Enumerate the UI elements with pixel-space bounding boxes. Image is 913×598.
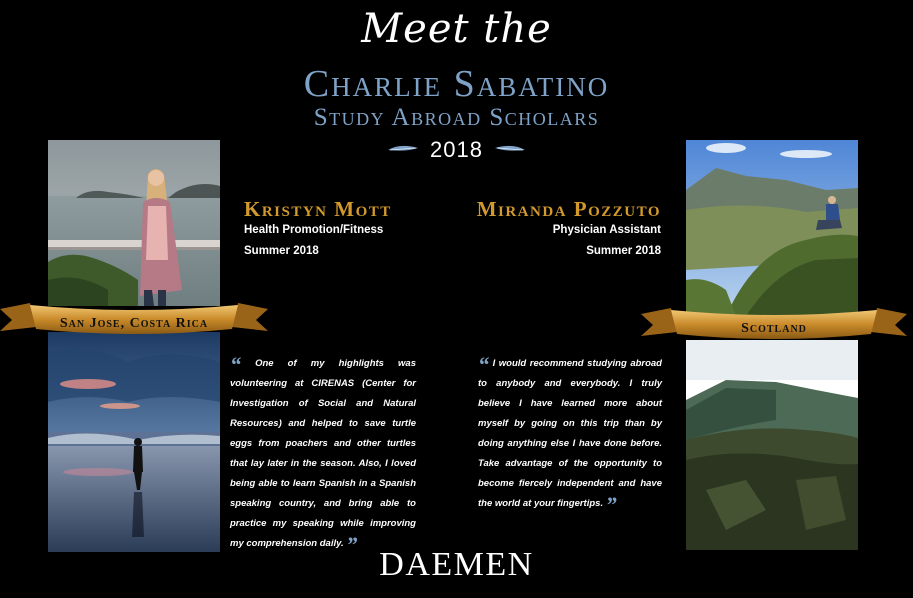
- script-heading: Meet the: [361, 6, 552, 52]
- close-quote-mark: ”: [605, 492, 617, 517]
- scotland-cliffs-photo: [686, 340, 858, 550]
- beach-photo: [48, 332, 220, 552]
- quote-right: [478, 352, 662, 517]
- costa-rica-photo: [48, 140, 220, 306]
- year-label: 2018: [430, 137, 483, 162]
- page-title: Charlie Sabatino: [303, 63, 610, 105]
- quote-text-right: I would recommend studying abroad to anybody and everybody. I truly believe I have learned more about myself by going on this trip than by doing anything else I have done before. Take advantage of the opportunity to become fiercely independent and have the world at your fingertips.: [478, 358, 662, 509]
- scholar-name-right: Miranda Pozzuto: [476, 197, 661, 221]
- scotland-hill-photo: [686, 140, 858, 316]
- location-banner-left: [0, 301, 268, 339]
- daemen-logo: DAEMEN: [379, 546, 534, 583]
- scholar-program-right: Physician Assistant: [552, 224, 661, 236]
- location-banner-right: [641, 306, 907, 344]
- location-label-left: San Jose, Costa Rica: [59, 316, 209, 331]
- quote-left: [230, 352, 417, 557]
- open-quote-mark: “: [230, 352, 241, 377]
- feather-right-icon: [493, 143, 527, 157]
- scholar-program-left: Health Promotion/Fitness: [244, 224, 384, 236]
- open-quote-mark: “: [478, 352, 489, 377]
- location-label-right: Scotland: [741, 321, 807, 336]
- scholar-term-right: Summer 2018: [586, 245, 661, 257]
- close-quote-mark: ”: [346, 532, 358, 557]
- quote-text-left: One of my highlights was volunteering at CIRENAS (Center for Investigation of Social and Natural Resources) and helped to save turtle eggs from poachers and other turtles that lay later in the season. Also, I loved being able to learn Spanish in a Spanish speaking country, and bring able to practice my speaking while improving my comprehension daily.: [230, 358, 417, 549]
- scholar-term-left: Summer 2018: [244, 245, 319, 257]
- feather-left-icon: [386, 143, 420, 157]
- page-subtitle: Study Abroad Scholars: [313, 104, 600, 131]
- scholar-name-left: Kristyn Mott: [244, 197, 392, 221]
